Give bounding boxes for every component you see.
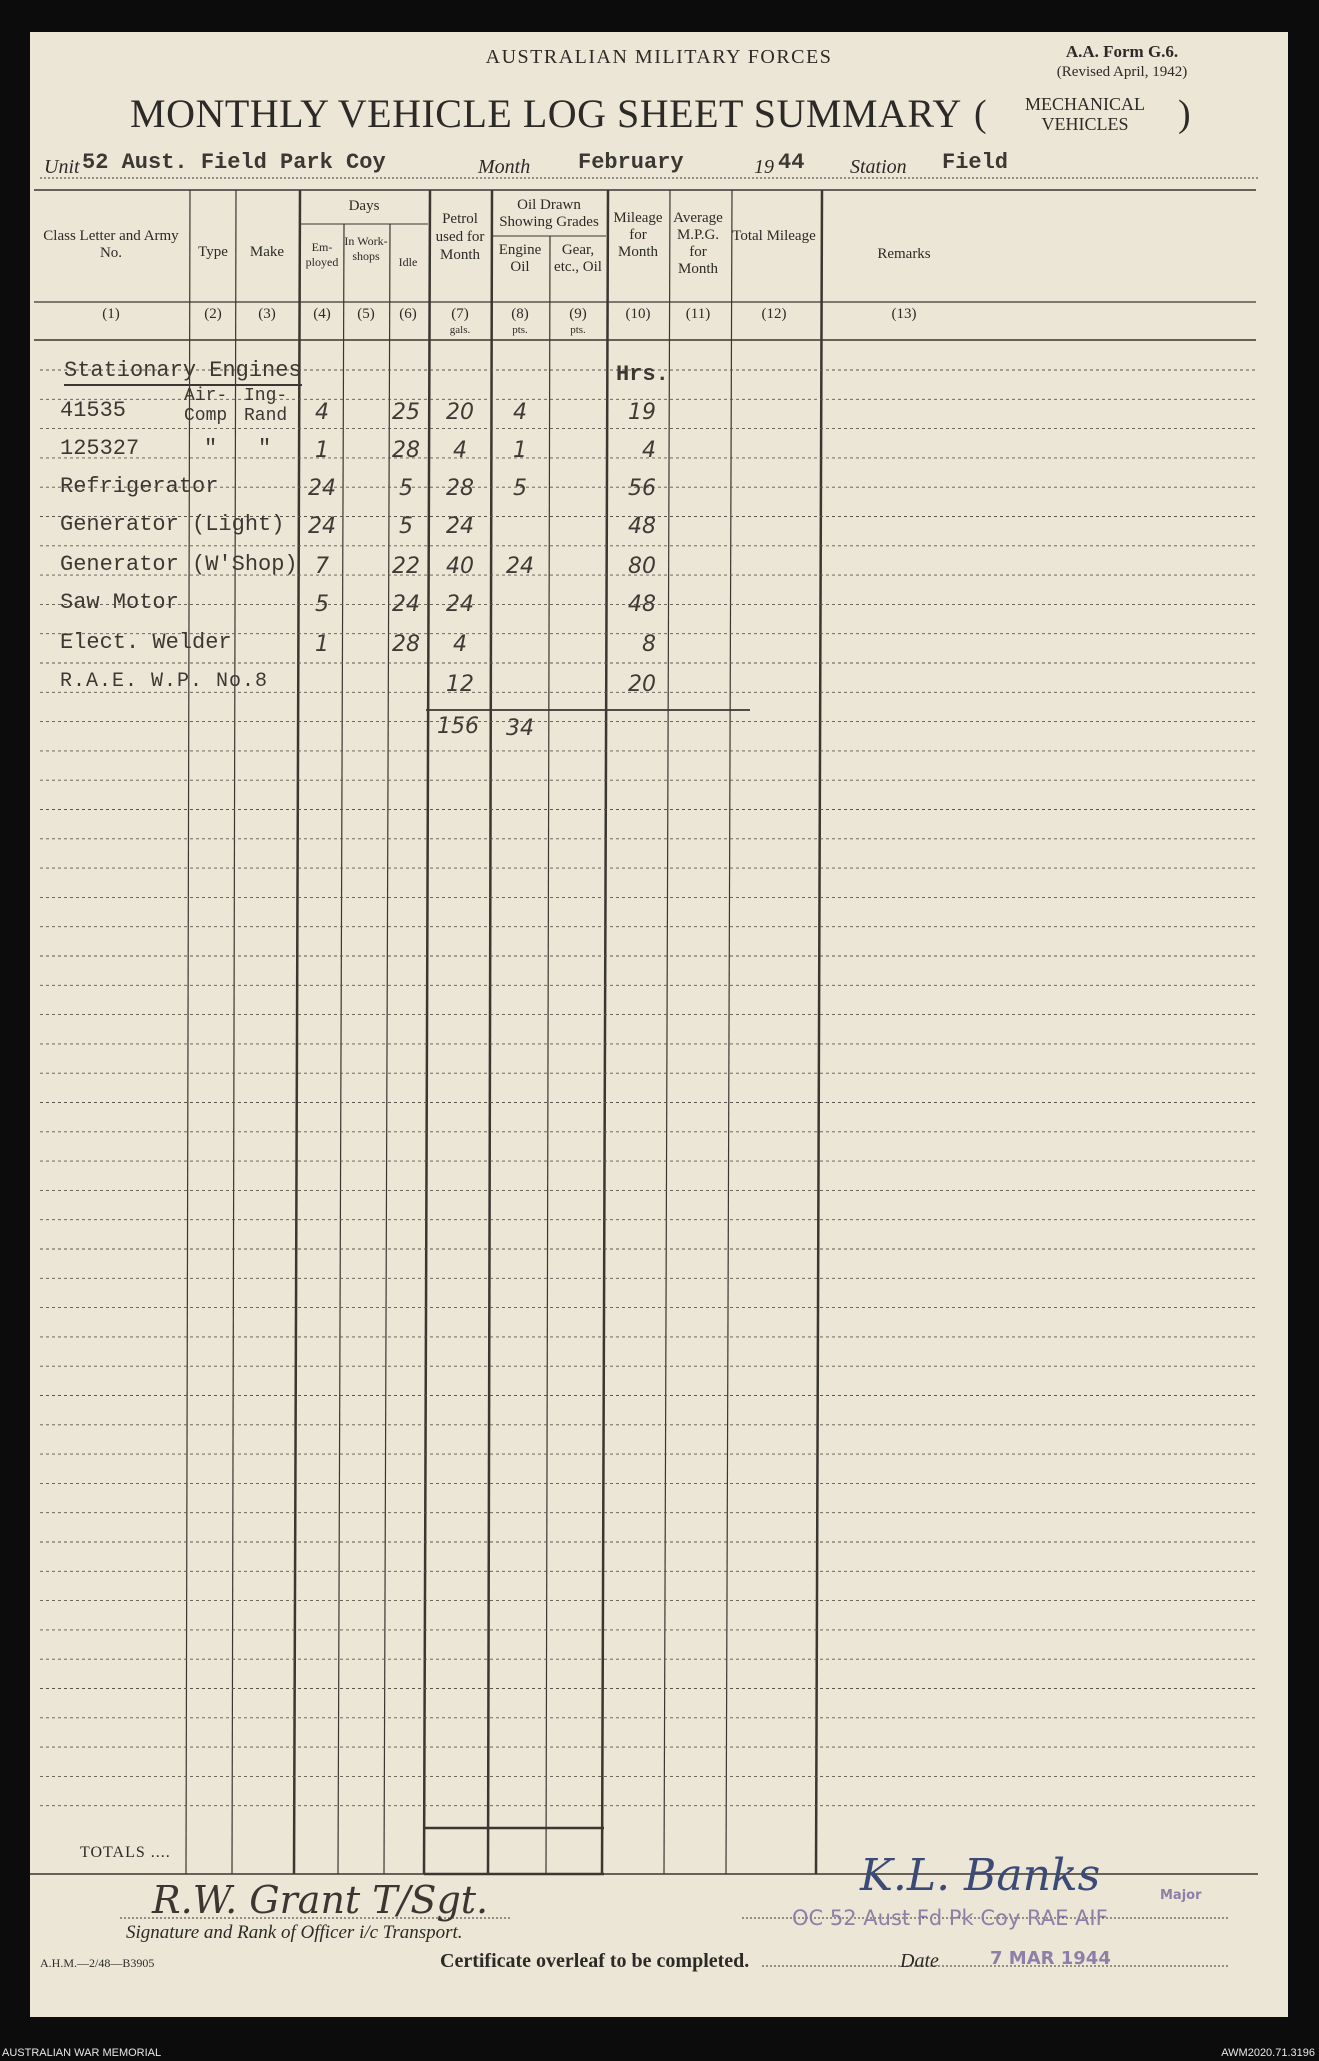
col-num-13: (13) [891, 306, 917, 322]
stamp-unit: OC 52 Aust Fd Pk Coy RAE AIF [792, 1906, 1108, 1930]
col-num-8: (8) [511, 306, 529, 322]
row-employed: 24 [308, 514, 336, 539]
col-head-oil: Oil Drawn Showing Grades [499, 197, 599, 230]
col-num-1: (1) [102, 306, 120, 322]
row-idle: 22 [392, 554, 420, 579]
col-unit-8: pts. [512, 324, 528, 336]
unit-label: Unit [44, 156, 80, 178]
row-engine-oil: 24 [506, 554, 534, 579]
col-unit-9: pts. [570, 324, 586, 336]
col-head-3: Make [249, 244, 285, 260]
col-num-2: (2) [204, 306, 222, 322]
sum-petrol: 156 [437, 714, 479, 739]
totals-text: TOTALS [80, 1844, 146, 1861]
col-num-9: (9) [569, 306, 587, 322]
row-petrol: 12 [446, 672, 474, 697]
stamp-date: 7 MAR 1944 [990, 1948, 1111, 1969]
unit-value: 52 Aust. Field Park Coy [82, 150, 386, 175]
row-petrol: 40 [446, 554, 474, 579]
month-value: February [578, 150, 684, 175]
row-engine-oil: 4 [513, 400, 527, 425]
row-idle: 24 [392, 592, 420, 617]
col-num-11: (11) [685, 306, 711, 322]
row-mileage: 80 [628, 554, 656, 579]
row-engine-oil: 5 [513, 476, 527, 501]
row-idle: 28 [392, 438, 420, 463]
row-no: Generator (W'Shop) [60, 552, 298, 577]
date-label: Date [900, 1950, 939, 1972]
col-head-1: Class Letter and Army No. [43, 228, 179, 261]
row-employed: 1 [315, 632, 329, 657]
col-head-2: Type [198, 244, 228, 260]
col-head-7: Petrol used for Month [435, 211, 485, 263]
station-value: Field [942, 150, 1009, 175]
totals-label: TOTALS .... [80, 1844, 171, 1861]
row-type: Air-Comp [184, 386, 228, 426]
col-num-12: (12) [761, 306, 787, 322]
row-engine-oil: 1 [513, 438, 527, 463]
row-employed: 1 [315, 438, 329, 463]
stamp-rank: Major [1160, 1888, 1202, 1903]
row-mileage: 56 [628, 476, 656, 501]
col-num-5: (5) [357, 306, 375, 322]
row-mileage: 48 [628, 592, 656, 617]
col-head-8: Engine Oil [498, 242, 542, 275]
hours-label: Hrs. [616, 362, 669, 387]
ahm-ref: A.H.M.—2/48—B3905 [40, 1956, 155, 1970]
archive-caption-left: AUSTRALIAN WAR MEMORIAL [2, 2047, 162, 2059]
col-head-9: Gear, etc., Oil [554, 242, 602, 275]
col-num-7: (7) [451, 306, 469, 322]
row-petrol: 20 [446, 400, 474, 425]
row-mileage: 8 [642, 632, 656, 657]
col-head-12: Total Mileage [732, 228, 816, 244]
row-idle: 25 [392, 400, 420, 425]
row-make: Ing-Rand [244, 386, 288, 426]
row-employed: 7 [315, 554, 329, 579]
row-employed: 4 [315, 400, 329, 425]
certificate-note: Certificate overleaf to be completed. [440, 1950, 750, 1972]
row-idle: 5 [399, 476, 413, 501]
col-head-11: Average M.P.G. for Month [673, 210, 723, 277]
officer-signature: K.L. Banks [860, 1850, 1101, 1901]
station-label: Station [850, 156, 907, 178]
row-petrol: 4 [453, 438, 467, 463]
col-head-5: In Work-shops [344, 234, 388, 263]
year-value: 44 [778, 150, 805, 175]
row-type: " [204, 436, 218, 461]
row-mileage: 20 [628, 672, 656, 697]
paren-close: ) [1178, 93, 1191, 135]
row-no: 125327 [60, 436, 140, 461]
archive-caption-right: AWM2020.71.3196 [1221, 2047, 1315, 2059]
row-mileage: 48 [628, 514, 656, 539]
row-employed: 5 [315, 592, 329, 617]
row-mileage: 19 [628, 400, 656, 425]
row-petrol: 28 [446, 476, 474, 501]
section-title: Stationary Engines [64, 358, 302, 386]
col-num-10: (10) [625, 306, 651, 322]
year-prefix: 19 [754, 156, 774, 178]
row-no: Elect. Welder [60, 630, 232, 655]
row-no: Refrigerator [60, 474, 219, 499]
row-mileage: 4 [642, 438, 656, 463]
paren-open: ( [974, 93, 987, 135]
col-head-days: Days [348, 198, 380, 214]
row-no: Generator (Light) [60, 512, 285, 537]
sum-engine-oil: 34 [506, 716, 534, 741]
row-idle: 5 [399, 514, 413, 539]
row-no: R.A.E. W.P. No.8 [60, 670, 269, 693]
row-no: 41535 [60, 398, 127, 423]
col-head-6: Idle [398, 255, 418, 269]
page-title: MONTHLY VEHICLE LOG SHEET SUMMARY [130, 91, 962, 136]
row-idle: 28 [392, 632, 420, 657]
month-label: Month [478, 156, 531, 178]
signature-transport: R.W. Grant T/Sgt. [152, 1878, 489, 1922]
row-petrol: 24 [446, 592, 474, 617]
col-head-10: Mileage for Month [613, 210, 663, 260]
header-military: AUSTRALIAN MILITARY FORCES [485, 46, 833, 68]
form-grid [30, 32, 1288, 2017]
col-head-4: Em-ployed [305, 240, 339, 269]
form-sheet [30, 32, 1288, 2017]
col-num-6: (6) [399, 306, 417, 322]
row-petrol: 4 [453, 632, 467, 657]
signature-caption: Signature and Rank of Officer i/c Transport. [126, 1922, 463, 1943]
mech-line-2: VEHICLES [1041, 114, 1129, 134]
form-number: A.A. Form G.6. [1065, 42, 1179, 61]
col-num-3: (3) [258, 306, 276, 322]
col-head-13: Remarks [877, 246, 931, 262]
col-unit-7: gals. [449, 324, 471, 336]
mech-line-1: MECHANICAL [1025, 94, 1145, 114]
row-make: " [258, 436, 272, 461]
row-petrol: 24 [446, 514, 474, 539]
row-no: Saw Motor [60, 590, 179, 615]
row-employed: 24 [308, 476, 336, 501]
form-revision: (Revised April, 1942) [1056, 64, 1188, 80]
col-num-4: (4) [313, 306, 331, 322]
